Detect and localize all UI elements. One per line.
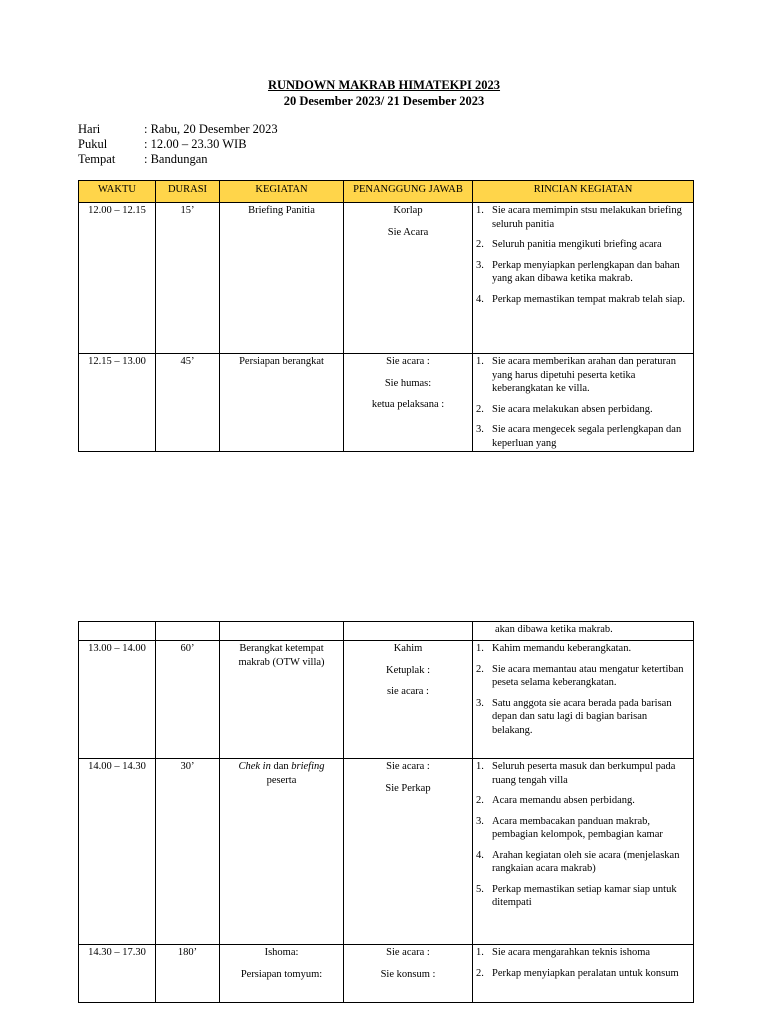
kegiatan-text: peserta: [266, 774, 297, 786]
pj-text: Ketuplak :: [385, 664, 431, 676]
table-row: [79, 945, 694, 1003]
cell-waktu: 12.15 – 13.00: [79, 354, 156, 452]
rundown-table-page1: [78, 180, 694, 452]
continued-text: akan dibawa ketika makrab.: [495, 624, 613, 635]
cell-pj: [344, 354, 473, 452]
list-item: 2. Sie acara melakukan absen perbidang.: [476, 403, 653, 415]
list-item: 3. Acara membacakan panduan makrab, pembagian kelompok, pembagian kamar: [476, 815, 663, 840]
cell-pj: [344, 203, 473, 354]
list-item: 1. Sie acara memberikan arahan dan peraturan yang harus dipetuhi peserta ketika keberangkatan ke villa.: [476, 356, 676, 394]
info-row-tempat: [78, 152, 278, 167]
list-item: 3. Perkap menyiapkan perlengkapan dan bahan yang akan dibawa ketika makrab.: [476, 259, 680, 284]
cell-empty: [156, 622, 220, 641]
pj-text: Sie Acara: [387, 226, 429, 238]
cell-waktu: 14.00 – 14.30: [79, 759, 156, 945]
list-item: 2. Acara memandu absen perbidang.: [476, 795, 635, 806]
cell-pj: [344, 759, 473, 945]
document-subtitle: 20 Desember 2023/ 21 Desember 2023: [283, 94, 485, 108]
cell-pj: [344, 641, 473, 759]
info-row-pukul: [78, 137, 278, 152]
table-row: [79, 759, 694, 945]
list-item: 2. Perkap menyiapkan peralatan untuk konsum: [476, 967, 679, 979]
cell-pj: [344, 945, 473, 1003]
cell-durasi: 180’: [156, 945, 220, 1003]
cell-rincian: [473, 945, 694, 1003]
info-row-hari: [78, 122, 278, 137]
pj-text: Sie acara :: [386, 356, 430, 367]
pj-text: ketua pelaksana :: [371, 399, 445, 410]
cell-empty: [344, 622, 473, 641]
cell-rincian: [473, 641, 694, 759]
pj-text: Korlap: [393, 205, 423, 216]
cell-waktu: 12.00 – 12.15: [79, 203, 156, 354]
cell-kegiatan: [220, 945, 344, 1003]
pj-text: Kahim: [393, 643, 423, 654]
kegiatan-text: Chek in dan briefing: [238, 761, 325, 772]
cell-durasi: 30’: [156, 759, 220, 945]
cell-rincian: [473, 203, 694, 354]
cell-kegiatan: [220, 641, 344, 759]
list-item: 1. Sie acara mengarahkan teknis ishoma: [476, 947, 651, 958]
column-header-penanggung-jawab: PENANGGUNG JAWAB: [344, 181, 473, 203]
cell-empty: [220, 622, 344, 641]
kegiatan-text: Berangkat ketempat makrab (OTW villa): [238, 643, 325, 668]
cell-durasi: 15’: [156, 203, 220, 354]
pj-text: Sie Perkap: [385, 782, 431, 794]
cell-waktu: 13.00 – 14.00: [79, 641, 156, 759]
column-header-durasi: DURASI: [156, 181, 220, 203]
kegiatan-text: Persiapan berangkat: [239, 356, 324, 367]
list-item: 4. Perkap memastikan tempat makrab telah siap.: [476, 293, 686, 305]
list-item: 1. Kahim memandu keberangkatan.: [476, 643, 632, 654]
info-value: : 12.00 – 23.30 WIB: [144, 137, 247, 151]
column-header-waktu: WAKTU: [79, 181, 156, 203]
cell-kegiatan: [220, 203, 344, 354]
table-row: [79, 641, 694, 759]
kegiatan-text: Persiapan tomyum:: [240, 968, 323, 980]
cell-empty: [79, 622, 156, 641]
cell-waktu: 14.30 – 17.30: [79, 945, 156, 1003]
rundown-table-page2: [78, 621, 694, 1003]
info-value: : Rabu, 20 Desember 2023: [144, 122, 278, 136]
list-item: 1. Seluruh peserta masuk dan berkumpul pada ruang tengah villa: [476, 761, 676, 786]
pj-text: Sie acara :: [386, 947, 430, 958]
list-item: 3. Sie acara mengecek segala perlengkapan dan keperluan yang: [476, 424, 682, 449]
list-item: 2. Sie acara memantau atau mengatur ketertiban peseta selama keberangkatan.: [476, 663, 684, 688]
cell-kegiatan: [220, 759, 344, 945]
event-info: [78, 122, 278, 167]
column-header-kegiatan: KEGIATAN: [220, 181, 344, 203]
column-header-rincian: RINCIAN KEGIATAN: [473, 181, 694, 203]
info-label: Tempat: [78, 152, 116, 166]
list-item: 2. Seluruh panitia mengikuti briefing acara: [476, 239, 662, 250]
document-title: RUNDOWN MAKRAB HIMATEKPI 2023: [267, 78, 501, 92]
cell-rincian: [473, 759, 694, 945]
table-header-row: [79, 181, 694, 203]
cell-durasi: 45’: [156, 354, 220, 452]
list-item: 5. Perkap memastikan setiap kamar siap untuk ditempati: [476, 883, 677, 908]
cell-rincian: [473, 622, 694, 641]
list-item: 4. Arahan kegiatan oleh sie acara (menjelaskan rangkaian acara makrab): [476, 849, 680, 874]
info-label: Hari: [78, 122, 101, 136]
pj-text: Sie konsum :: [380, 968, 436, 980]
table-row: [79, 354, 694, 452]
pj-text: Sie acara :: [386, 761, 430, 772]
info-label: Pukul: [78, 137, 108, 151]
kegiatan-text: Ishoma:: [264, 947, 299, 958]
table-row-continuation: [79, 622, 694, 641]
table-row: [79, 203, 694, 354]
pj-text: Sie humas:: [384, 377, 432, 389]
pj-text: sie acara :: [387, 686, 429, 697]
list-item: 1. Sie acara memimpin stsu melakukan briefing seluruh panitia: [476, 205, 682, 230]
kegiatan-text: Briefing Panitia: [248, 205, 315, 216]
cell-kegiatan: [220, 354, 344, 452]
cell-rincian: [473, 354, 694, 452]
info-value: : Bandungan: [144, 152, 208, 166]
list-item: 3. Satu anggota sie acara berada pada barisan depan dan satu lagi di bagian barisan belakang.: [476, 697, 672, 736]
cell-durasi: 60’: [156, 641, 220, 759]
